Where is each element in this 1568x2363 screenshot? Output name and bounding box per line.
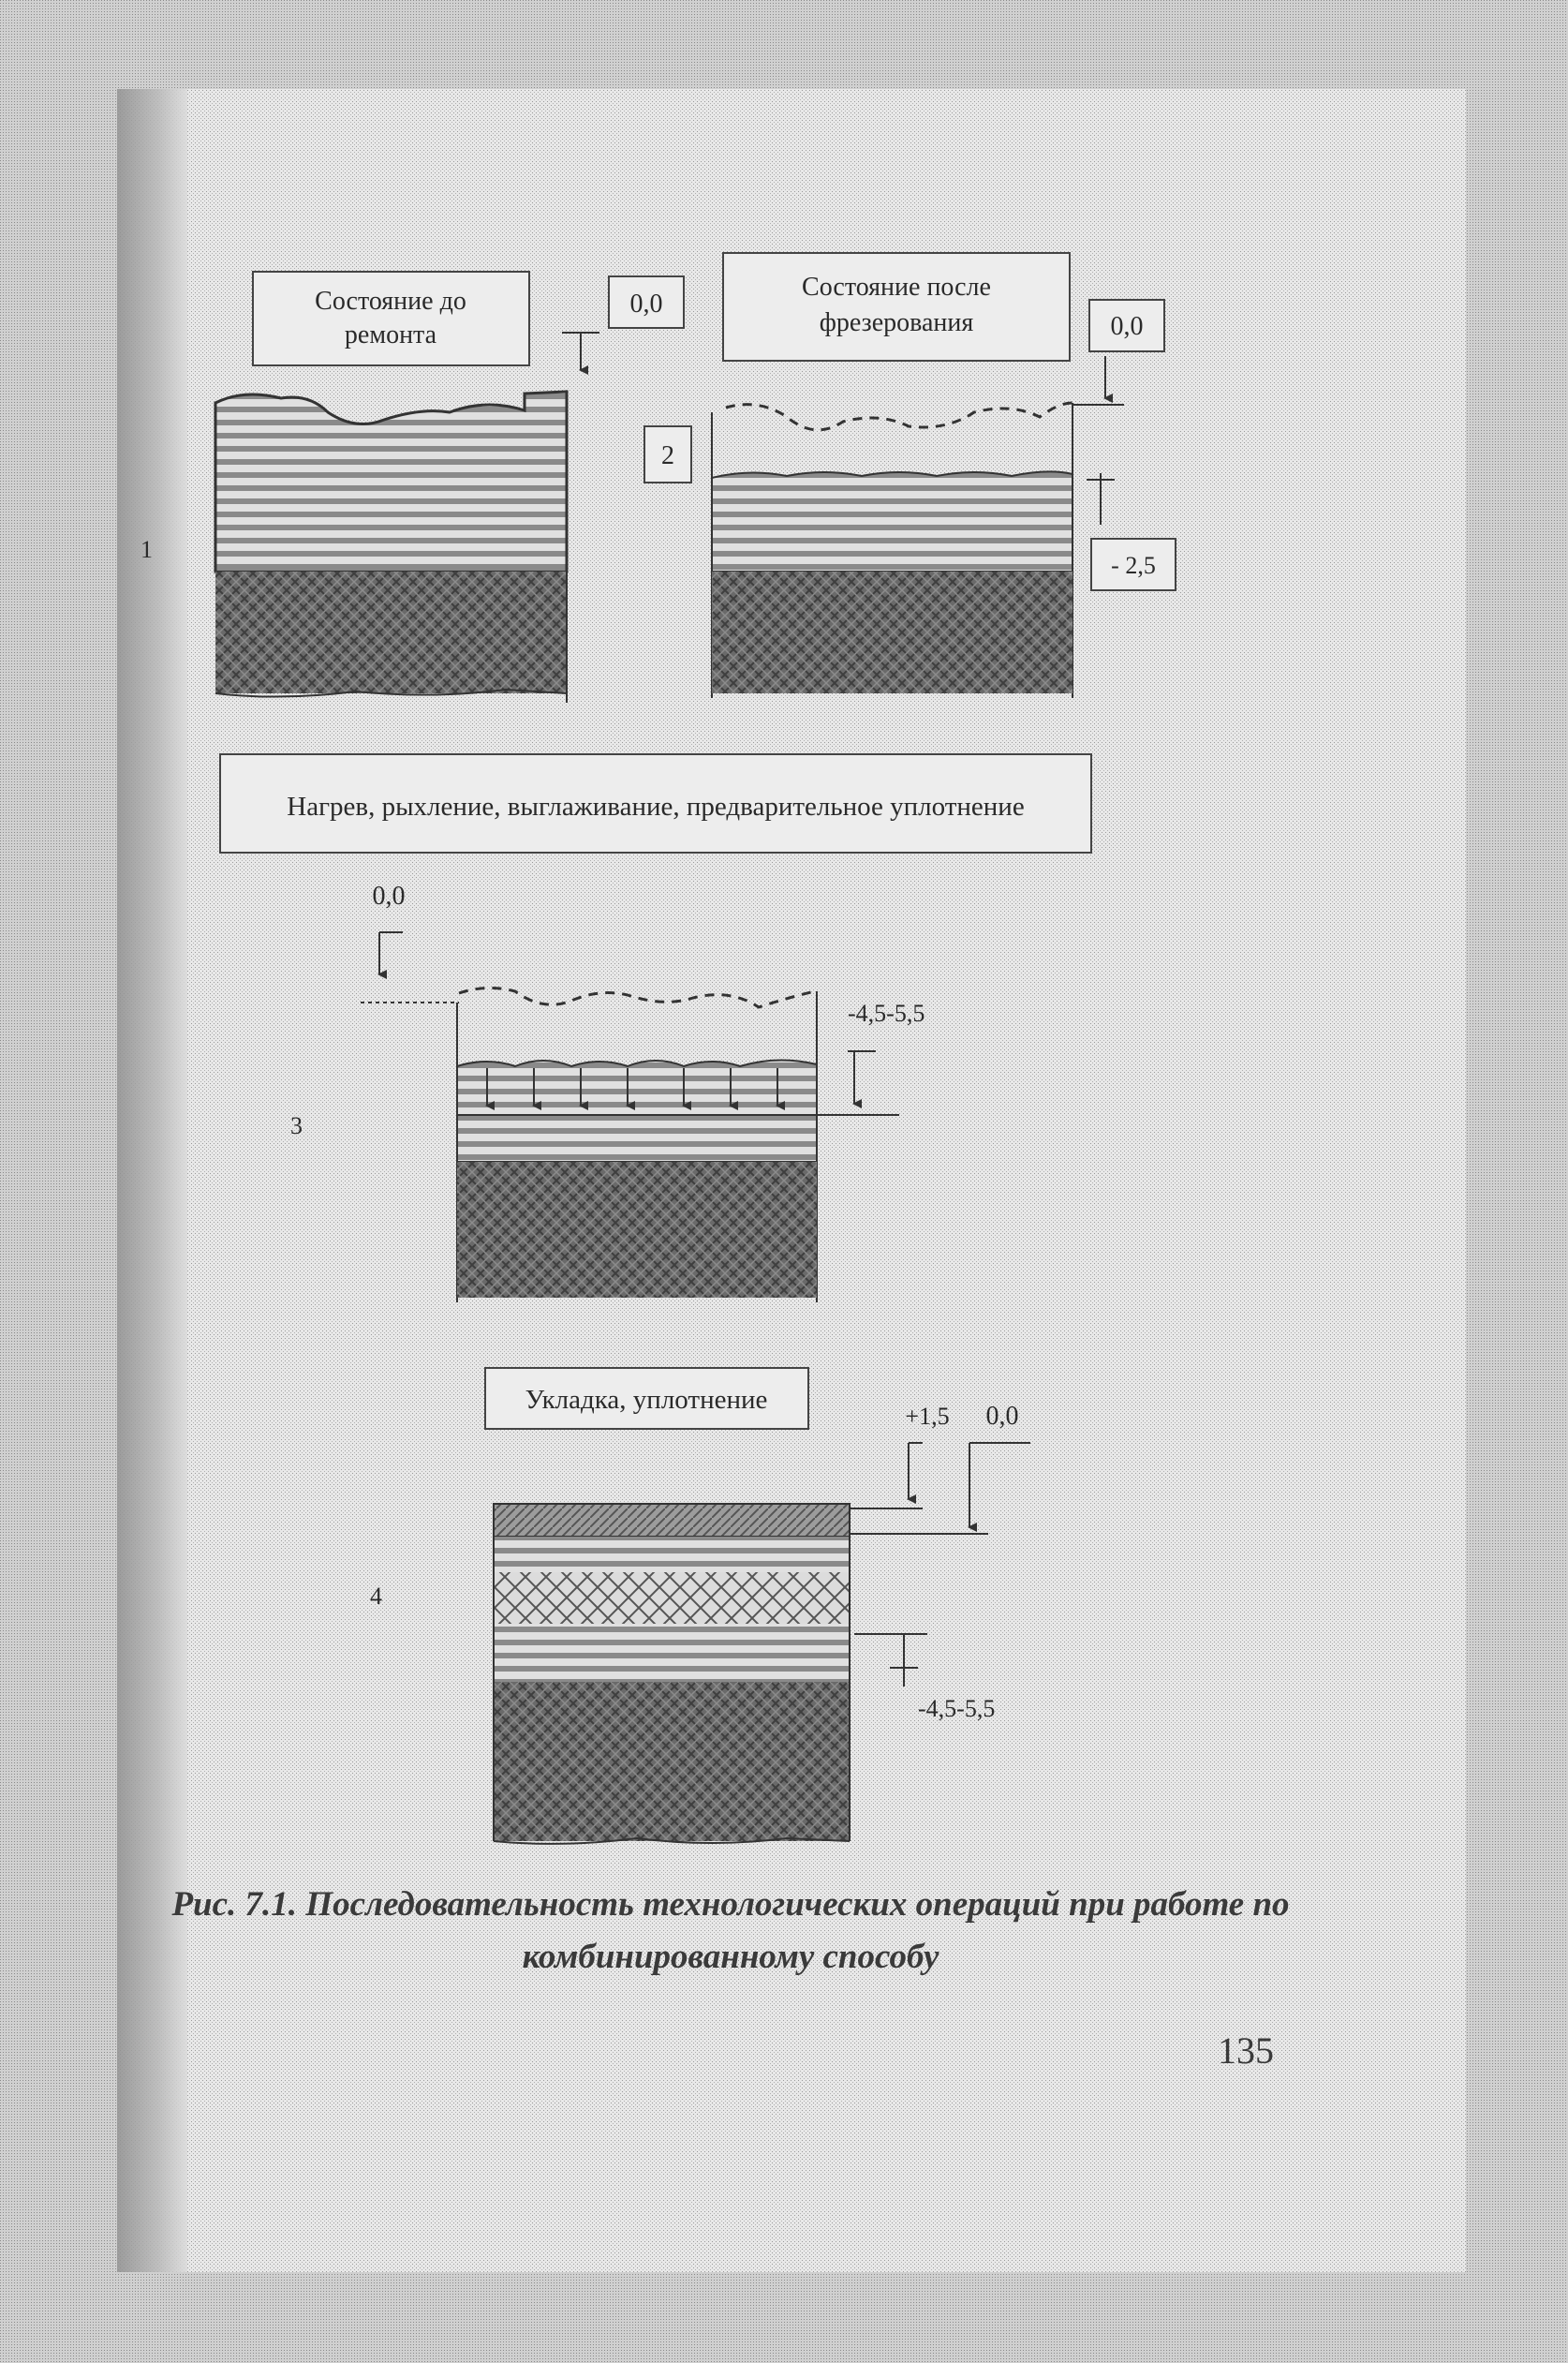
panel-3-level-label: 0,0 — [372, 882, 406, 911]
panel-2-step-number: 2 — [661, 441, 674, 470]
panel-1-step-number: 1 — [141, 536, 153, 563]
panel-4-step-number: 4 — [370, 1583, 382, 1610]
panel-2-caption-line-1: Состояние после — [802, 273, 991, 302]
panel-2-after-milling — [644, 253, 1176, 698]
panel-1-caption-line-1: Состояние до — [315, 287, 466, 316]
page-number: 135 — [1218, 2029, 1274, 2072]
panel-2-caption-box — [723, 253, 1070, 361]
panel-4-top-layer — [494, 1537, 850, 1572]
panel-3-original-profile — [459, 988, 815, 1007]
panel-1-caption-box — [253, 272, 529, 365]
panel-1-base-layer — [215, 572, 567, 693]
panel-3-step-number: 3 — [290, 1112, 303, 1139]
panel-2-milled-profile — [726, 403, 1072, 430]
panel-1-level-arrow — [562, 333, 599, 370]
panel-2-base-layer — [712, 572, 1072, 693]
panel-1-surface-layer — [215, 392, 567, 572]
panel-3-heated-layer — [457, 1060, 817, 1162]
panel-3-level-arrow — [379, 932, 403, 974]
panel-2-caption-line-2: фрезерования — [819, 308, 974, 337]
panel-3-base-layer — [457, 1162, 817, 1298]
panel-1-caption-line-2: ремонта — [344, 320, 437, 349]
figure-caption-line-1: Рис. 7.1. Последовательность технологических операций при работе по — [171, 1885, 1290, 1924]
panel-2-depth-arrow — [1087, 473, 1115, 525]
panel-4-wearing-course — [494, 1504, 850, 1537]
panel-4-level-arrow — [969, 1443, 1030, 1527]
panel-3-heating — [290, 882, 925, 1302]
heating-process-box — [220, 754, 1091, 853]
panel-4-raise-label: +1,5 — [905, 1403, 950, 1430]
panel-2-depth-label: - 2,5 — [1111, 552, 1156, 579]
heating-process-text: Нагрев, рыхление, выглаживание, предварительное уплотнение — [287, 792, 1025, 822]
laying-process-box — [485, 1368, 808, 1429]
figure-caption-line-2: комбинированному способу — [522, 1938, 939, 1976]
panel-1-before-repair — [141, 272, 684, 703]
panel-4-mixed-layer — [494, 1572, 850, 1624]
panel-4-level-label: 0,0 — [985, 1402, 1019, 1431]
panel-1-level-label: 0,0 — [629, 290, 663, 319]
panel-4-lower-layer — [494, 1624, 850, 1682]
panel-3-depth-arrow — [848, 1051, 876, 1104]
panel-2-remaining-layer — [712, 471, 1072, 572]
panel-4-depth-label: -4,5-5,5 — [918, 1695, 996, 1722]
panel-2-level-label: 0,0 — [1110, 312, 1144, 341]
panel-4-depth-arrow — [854, 1634, 927, 1687]
panel-4-base-layer — [494, 1682, 850, 1841]
panel-4-raise-arrow — [909, 1443, 923, 1499]
panel-3-depth-label: -4,5-5,5 — [848, 1000, 925, 1027]
laying-process-text: Укладка, уплотнение — [525, 1385, 768, 1415]
panel-4-laying — [370, 1402, 1030, 1844]
figure-caption — [150, 1879, 1311, 1984]
